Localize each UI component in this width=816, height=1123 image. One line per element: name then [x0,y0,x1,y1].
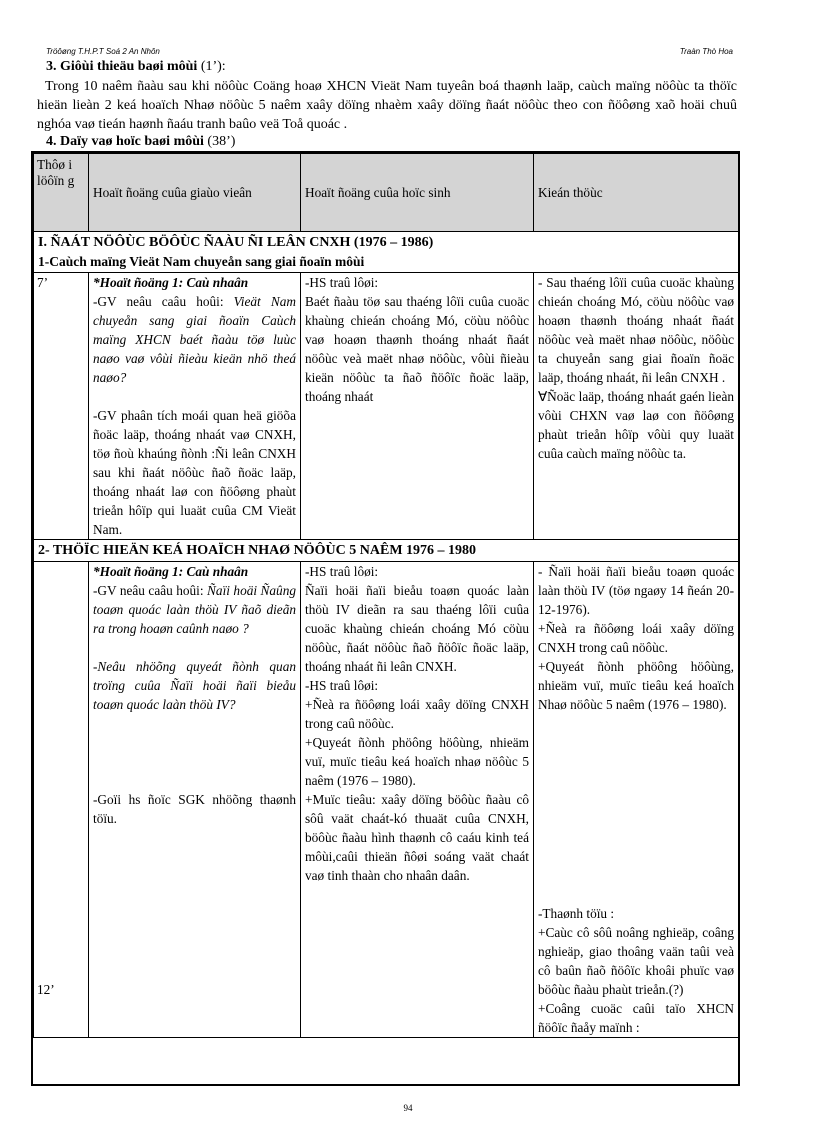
part1-student-label: -HS traû lôøi: [305,275,379,290]
part1-student-answer: Baét ñaàu töø sau thaéng lôïi cuûa cuoäc khaùng chieán choáng Mó, cöùu nöôùc vaø hoaøn thaønh thoáng nhaát ñaát nöôùc veà maët nhaø nöôùc, vôùi ñieàu kieän nöôùc ta ñaõ ñöôïc ñoäc laäp, thoáng nhaát [305,294,529,404]
part2-teacher-read: -Goïi hs ñoïc SGK nhöõng thaønh töïu. [93,792,296,826]
section4-time: (38’) [203,134,236,149]
part1-heading [34,232,739,273]
part2-teacher-prefix: -GV neâu caâu hoûi: [93,583,208,598]
header-teacher-activity: Hoaït ñoäng cuûa giaùo vieân [89,154,301,232]
part2-teacher-question-text: Ñaïi hoäi Ñaûng toaøn quoác laàn thöù IV ñaõ dieãn ra trong hoaøn caûnh naøo ? [93,583,296,636]
spacer [538,714,734,904]
part2-student-answer-1: Ñaïi hoäi ñaïi bieåu toaøn quoác laàn thöù IV dieãn ra sau thaéng lôïi cuûa cuoäc khaùng chieán choáng Mó cöùu nöôùc, ñaát nöôùc ñaõ ñöôïc ñoäc laäp, thoáng nhaát ñi leân CNXH. [305,583,529,674]
part2-knowledge-cell [534,562,739,1038]
part1-knowledge-cell [534,273,739,540]
part1-time: 7’ [34,273,89,540]
part2-teacher-question [93,581,296,638]
part2-content-row [34,562,739,1038]
part2-time: 12’ [37,982,55,997]
section3-title: 3. Giôùi thieäu baøi môùi [46,59,198,74]
part2-title: 2- THÖÏC HIEÄN KEÁ HOAÏCH NHAØ NÖÔÙC 5 NAÊM 1976 – 1980 [34,540,739,562]
part2-knowledge-1: - Ñaïi hoäi ñaïi bieåu toaøn quoác laàn thöù IV (töø ngaøy 14 ñeán 20-12-1976). [538,564,734,617]
part2-activity-title: *Hoaït ñoäng 1: Caù nhaân [93,564,249,579]
part2-student-label-2: -HS traû lôøi: [305,678,379,693]
table-header-row [34,154,739,232]
section3-time: (1’): [197,59,226,74]
section3-intro: Trong 10 naêm ñaàu sau khi nöôùc Coäng hoaø XHCN Vieät Nam tuyeân boá thaønh laäp, caùch maïng nöôùc ta thöïc hieän lieàn 2 keá hoaïch Nhaø nöôùc 5 naêm xaây döïng nhaèm xaây döïng ñaát nöôùc theo con ñöôøng xaõ hoäi chuû nghóa vaø tieán haønh ñaáu tranh baûo veä Toå quoác . [37,79,737,132]
part1-heading-row [34,232,739,273]
part2-time-cell [34,562,89,1038]
part1-teacher-question [93,292,296,387]
part1-knowledge-2: ∀Ñoäc laäp, thoáng nhaát gaén lieàn vôùi CHXN vaø laø con ñöôøng phaùt trieån hôïp vôùi quy luaät cuûa caùch maïng nöôùc ta. [538,389,734,461]
part2-teacher-cell [89,562,301,1038]
part2-knowledge-5: +Caùc cô sôû noâng nghieäp, coâng nghieäp, giao thoâng vaän taûi veà cô baûn ñaõ ñöôïc khoâi phuïc vaø böôùc ñaàu phaùt trieån.(?) [538,925,734,997]
spacer [37,562,85,980]
section4-heading [46,134,235,150]
section3-heading [46,59,226,75]
part2-knowledge-3: +Quyeát ñònh phöông höôùng, nhieäm vuï, muïc tieâu keá hoaïch Nhaø nöôùc 5 naêm (1976 – 1980). [538,659,734,712]
part1-student-cell [301,273,534,540]
part1-teacher-cell [89,273,301,540]
part1-teacher-prefix: -GV neâu caâu hoûi: [93,294,234,309]
part1-teacher-question-text: Vieät Nam chuyeån sang giai ñoaïn Caùch maïng XHCN baét ñaàu töø luùc naøo vaø vôùi ñieàu kieän nhö theá naøo? [93,294,296,385]
part1-content-row [34,273,739,540]
part1-teacher-analysis: -GV phaân tích moái quan heä giöõa ñoäc laäp, thoáng nhaát vaø CNXH, töø ñoù khaúng ñònh :Ñi leân CNXH sau khi ñaát nöôùc ñaõ ñoäc laäp, thoáng nhaát laø con ñöôøng phaùt trieån hôïp qui luaät cuûa CM Vieät Nam. [93,408,296,537]
part2-knowledge-4: -Thaønh töïu : [538,906,615,921]
header-teacher: Traàn Thò Hoa [679,47,733,56]
part2-knowledge-2: +Ñeà ra ñöôøng loái xaây döïng CNXH trong caû nöôùc. [538,621,734,655]
header-time: Thôø i löôïn g [34,154,89,232]
part2-knowledge-6: +Coâng cuoäc caûi taïo XHCN ñöôïc ñaåy maïnh : [538,1001,734,1035]
part1-activity-title: *Hoaït ñoäng 1: Caù nhaân [93,275,249,290]
header-school: Tröôøng T.H.P.T Soá 2 An Nhôn [46,47,160,56]
part1-title: I. ÑAÁT NÖÔÙC BÖÔÙC ÑAÀU ÑI LEÂN CNXH (1976 – 1986) [38,235,434,250]
spacer [93,714,296,790]
lesson-table [33,153,739,1038]
spacer [305,885,529,1035]
part1-subtitle: 1-Caùch maïng Vieät Nam chuyeån sang giai ñoaïn môùi [38,254,365,269]
page-number: 94 [403,1103,413,1113]
header-student-activity: Hoaït ñoäng cuûa hoïc sinh [301,154,534,232]
lesson-table-frame [31,151,740,1086]
spacer [93,638,296,657]
part1-knowledge-1: - Sau thaéng lôïi cuûa cuoäc khaùng chieán choáng Mó, cöùu nöôùc vaø hoaøn thaønh thoáng nhaát ñaát nöôùc veà maët nhaø nöôùc, nöôùc ta chuyeån sang giai ñoaïn ñoäc laäp, thoáng nhaát, ñi leân CNXH . [538,275,734,385]
section4-title: 4. Daïy vaø hoïc baøi môùi [46,134,204,149]
part2-teacher-decisions: -Neâu nhöõng quyeát ñònh quan troïng cuûa Ñaïi hoäi ñaïi bieåu toaøn quoác laàn thöù IV? [93,659,296,712]
part2-student-answer-4: +Muïc tieâu: xaây döïng böôùc ñaàu cô sôû vaät chaát-kó thuaät cuûa CNXH, böôùc ñaàu hình thaønh cô caáu kinh teá môùi,caûi thieän ñôøi soáng vaät chaát vaø tinh thaàn cho nhaân daân. [305,792,529,883]
part2-student-answer-3: +Quyeát ñònh phöông höôùng, nhieäm vuï, muïc tieâu keá hoaïch nhaø nöôùc 5 naêm (1976 – 1980). [305,735,529,788]
part2-student-label-1: -HS traû lôøi: [305,564,379,579]
part2-student-cell [301,562,534,1038]
header-knowledge: Kieán thöùc [534,154,739,232]
part2-heading-row [34,540,739,562]
part2-student-answer-2: +Ñeà ra ñöôøng loái xaây döïng CNXH trong caû nöôùc. [305,697,529,731]
spacer [93,387,296,406]
